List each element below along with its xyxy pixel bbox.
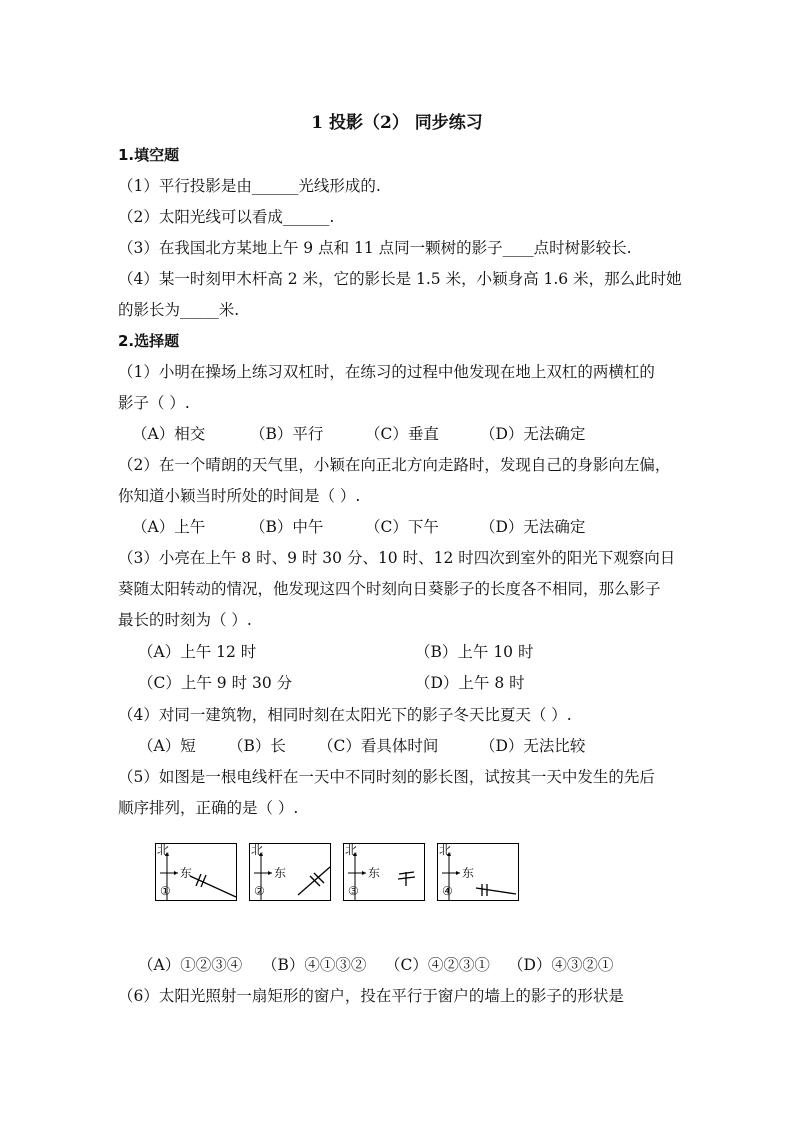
shadow-figure-4 (437, 843, 519, 901)
fill-question-1: （1）平行投影是由______光线形成的. (118, 177, 381, 195)
choice-q2-option-d: （D）无法确定 (480, 518, 586, 536)
figure-number: ② (254, 884, 265, 898)
east-label: 东 (274, 866, 287, 880)
choice-question-3-line-2: 葵随太阳转动的情况，他发现这四个时刻向日葵影子的长度各不相同，那么影子 (118, 580, 661, 598)
choice-q2-option-c: （C）下午 (365, 518, 439, 536)
choice-question-5-line-1: （5）如图是一根电线杆在一天中不同时刻的影长图，试按其一天中发生的先后 (118, 768, 655, 786)
fill-question-4-line-1: （4）某一时刻甲木杆高 2 米，它的影长是 1.5 米，小颖身高 1.6 米，那么此时她 (118, 270, 682, 288)
fill-section-heading: 1.填空题 (118, 146, 180, 164)
choice-q4-option-d: （D）无法比较 (480, 737, 586, 755)
choice-q3-option-c: （C）上午 9 时 30 分 (138, 674, 293, 692)
choice-q5-option-c: （C）④②③① (385, 956, 490, 974)
north-label: 北 (345, 843, 358, 857)
choice-q5-option-b: （B）④①③② (262, 956, 367, 974)
choice-question-2-line-2: 你知道小颖当时所处的时间是（ ）. (118, 487, 361, 505)
choice-q4-option-a: （A）短 (138, 737, 196, 755)
figure-number: ④ (442, 884, 453, 898)
fill-question-3: （3）在我国北方某地上午 9 点和 11 点同一颗树的影子____点时树影较长. (118, 239, 632, 257)
choice-q5-option-a: （A）①②③④ (138, 956, 243, 974)
choice-q4-option-c: （C）看具体时间 (318, 737, 439, 755)
choice-question-3-line-3: 最长的时刻为（ ）. (118, 611, 252, 629)
choice-q2-option-a: （A）上午 (132, 518, 206, 536)
shadow-figure-2 (249, 843, 331, 901)
page-title: 1 投影（2） 同步练习 (311, 113, 483, 133)
arrow-head-icon (174, 871, 178, 875)
figure-number: ① (160, 884, 171, 898)
shadow-figure-3 (343, 843, 425, 901)
fill-question-4-line-2: 的影长为_____米. (118, 301, 240, 319)
shadow-figure-1 (155, 843, 237, 901)
north-label: 北 (157, 843, 170, 857)
shadow-line (298, 867, 330, 895)
north-label: 北 (251, 843, 264, 857)
choice-question-6-line-1: （6）太阳光照射一扇矩形的窗户，投在平行于窗户的墙上的影子的形状是 (118, 987, 624, 1005)
arrow-head-icon (362, 871, 366, 875)
fill-question-2: （2）太阳光线可以看成______. (118, 208, 335, 226)
figure-number: ③ (348, 884, 359, 898)
choice-q3-option-d: （D）上午 8 时 (415, 674, 525, 692)
choice-q1-option-d: （D）无法确定 (480, 425, 586, 443)
choice-q1-option-a: （A）相交 (132, 425, 206, 443)
choice-question-3-line-1: （3）小亮在上午 8 时、9 时 30 分、10 时、12 时四次到室外的阳光下观察向日 (118, 549, 676, 567)
choice-q5-option-d: （D）④③②① (508, 956, 614, 974)
choice-question-1-line-2: 影子（ ）. (118, 394, 190, 412)
arrow-head-icon (268, 871, 272, 875)
north-label: 北 (439, 843, 452, 857)
choice-q3-option-a: （A）上午 12 时 (138, 643, 257, 661)
choice-section-heading: 2.选择题 (118, 332, 180, 350)
choice-q4-option-b: （B）长 (228, 737, 286, 755)
east-label: 东 (180, 866, 193, 880)
choice-q1-option-c: （C）垂直 (365, 425, 439, 443)
east-label: 东 (462, 866, 475, 880)
choice-question-2-line-1: （2）在一个晴朗的天气里，小颖在向正北方向走路时，发现自己的身影向左偏， (118, 456, 671, 474)
choice-question-1-line-1: （1）小明在操场上练习双杠时，在练习的过程中他发现在地上双杠的两横杠的 (118, 363, 655, 381)
arrow-head-icon (456, 871, 460, 875)
choice-q1-option-b: （B）平行 (250, 425, 324, 443)
choice-question-4-line-1: （4）对同一建筑物，相同时刻在太阳光下的影子冬天比夏天（ ）. (118, 706, 572, 724)
east-label: 东 (368, 866, 381, 880)
choice-q2-option-b: （B）中午 (250, 518, 324, 536)
choice-question-5-line-2: 顺序排列，正确的是（ ）. (118, 799, 299, 817)
shadow-line (190, 876, 236, 897)
choice-q3-option-b: （B）上午 10 时 (415, 643, 534, 661)
